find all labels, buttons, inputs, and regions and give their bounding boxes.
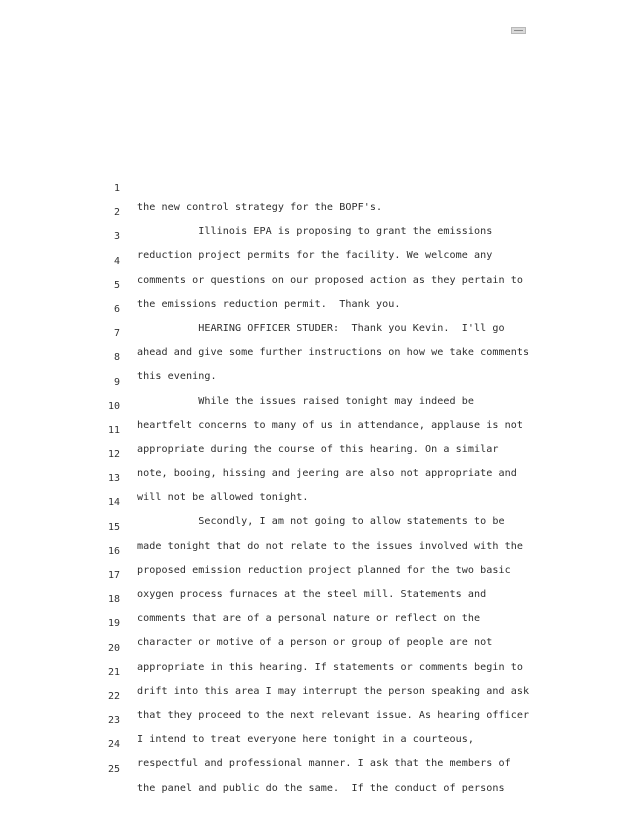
line-text: made tonight that do not relate to the issues involved with the [137, 540, 523, 552]
line-text: HEARING OFFICER STUDER: Thank you Kevin. I'll go [137, 322, 505, 334]
line-number: 16 [107, 545, 120, 557]
line-text: comments that are of a personal nature or reflect on the [137, 613, 481, 625]
line-number: 2 [113, 207, 120, 219]
line-number: 18 [107, 594, 120, 606]
line-text: heartfelt concerns to many of us in attendance, applause is not [137, 419, 523, 431]
line-number: 8 [113, 352, 120, 364]
line-text: I intend to treat everyone here tonight in a courteous, [137, 734, 474, 746]
line-text: ahead and give some further instructions on how we take comments [137, 347, 530, 359]
line-number: 20 [107, 642, 120, 654]
transcript-line [0, 158, 618, 213]
line-number: 19 [107, 618, 120, 630]
line-text: this evening. [137, 371, 217, 383]
line-text: reduction project permits for the facility. We welcome any [137, 250, 493, 262]
line-number: 4 [113, 255, 120, 267]
line-text: appropriate during the course of this hearing. On a similar [137, 443, 499, 455]
line-text: proposed emission reduction project planned for the two basic [137, 564, 511, 576]
line-number: 7 [113, 328, 120, 340]
line-text: that they proceed to the next relevant issue. As hearing officer [137, 709, 530, 721]
line-number: 9 [113, 376, 120, 388]
line-number: 22 [107, 690, 120, 702]
line-number: 3 [113, 231, 120, 243]
line-text: will not be allowed tonight. [137, 492, 309, 504]
line-text: While the issues raised tonight may indeed be [137, 395, 474, 407]
line-number: 25 [107, 763, 120, 775]
line-text: Secondly, I am not going to allow statements to be [137, 516, 505, 528]
line-text: the emissions reduction permit. Thank you. [137, 298, 401, 310]
line-number: 23 [107, 715, 120, 727]
line-number: 17 [107, 570, 120, 581]
line-number: 13 [107, 473, 120, 485]
line-number: 10 [107, 400, 120, 412]
line-text: the new control strategy for the BOPF's. [137, 202, 383, 213]
line-number: 11 [107, 424, 120, 436]
transcript-body [0, 158, 618, 794]
line-number: 5 [113, 279, 120, 291]
line-number: 12 [107, 449, 120, 461]
line-text: Illinois EPA is proposing to grant the emissions [137, 226, 493, 238]
line-text: oxygen process furnaces at the steel mill. Statements and [137, 589, 487, 600]
page-stamp-mark [511, 27, 526, 34]
line-text: note, booing, hissing and jeering are also not appropriate and [137, 468, 517, 480]
line-number: 15 [107, 521, 120, 533]
line-number: 24 [107, 739, 120, 751]
line-text: comments or questions on our proposed action as they pertain to [137, 274, 523, 286]
line-text: respectful and professional manner. I ask that the members of [137, 758, 511, 770]
line-text: character or motive of a person or group of people are not [137, 637, 493, 649]
line-number: 14 [107, 497, 120, 509]
line-text: appropriate in this hearing. If statements or comments begin to [137, 661, 523, 673]
line-text: the panel and public do the same. If the conduct of persons [137, 782, 505, 794]
line-number: 1 [113, 183, 120, 194]
line-number: 21 [107, 666, 120, 678]
line-number: 6 [113, 303, 120, 315]
line-text: drift into this area I may interrupt the person speaking and ask [137, 685, 530, 697]
